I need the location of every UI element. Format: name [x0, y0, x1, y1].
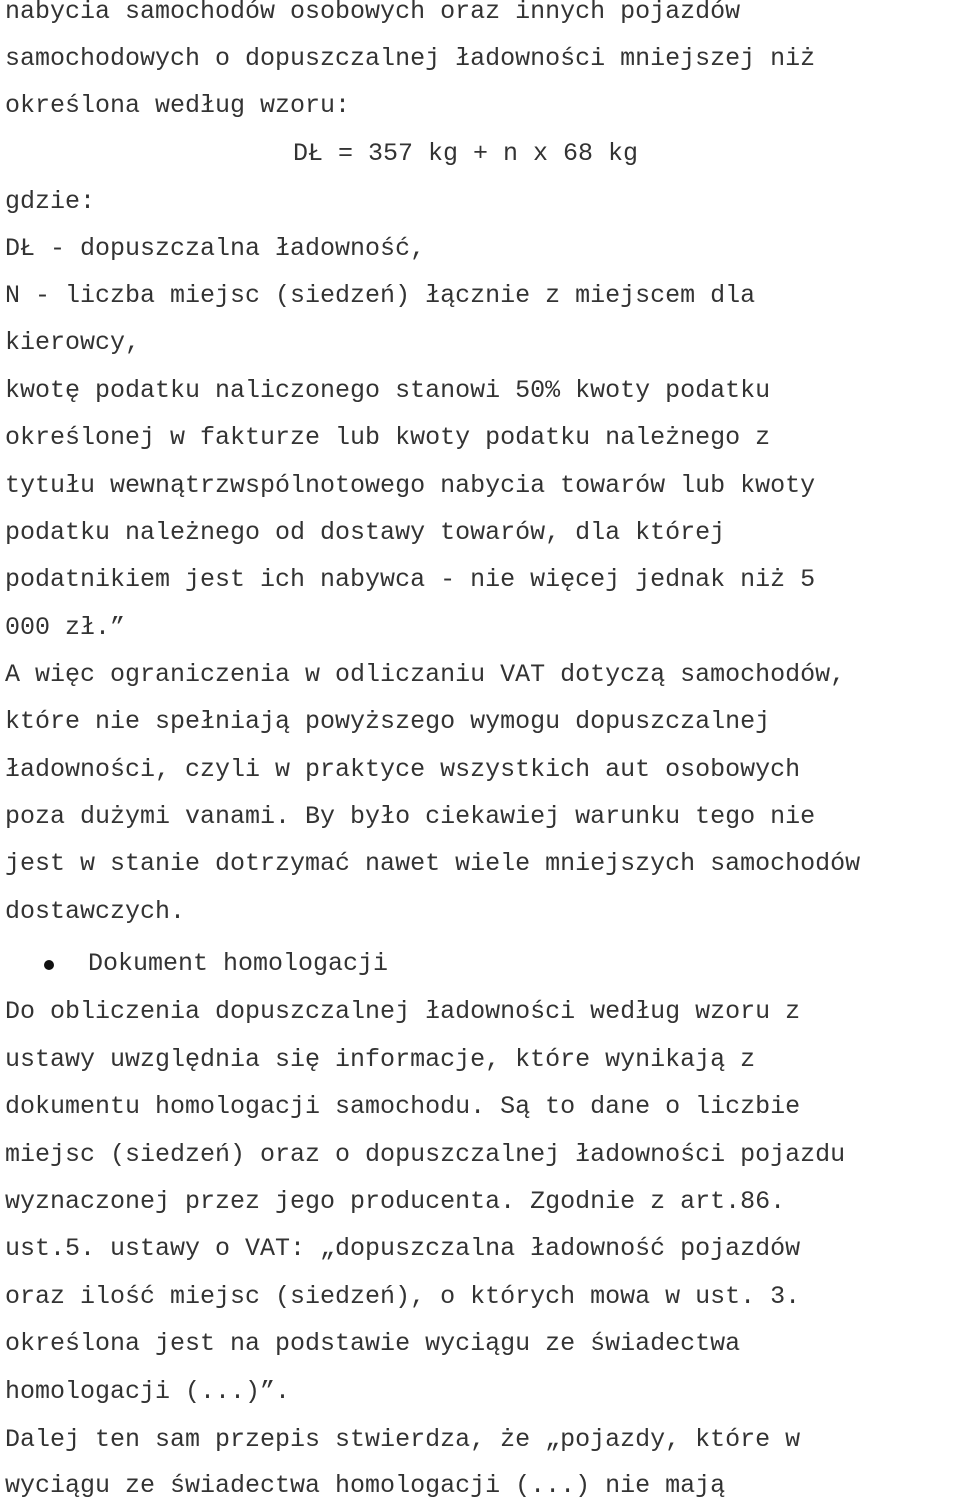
- text-line: Dalej ten sam przepis stwierdza, że „pojazdy, które w: [5, 1425, 801, 1454]
- text-line: kierowcy,: [5, 328, 141, 357]
- text-line: dokumentu homologacji samochodu. Są to dane o liczbie: [5, 1092, 801, 1121]
- text-line: poza dużymi vanami. By było ciekawiej warunku tego nie: [5, 802, 816, 831]
- text-line: oraz ilość miejsc (siedzeń), o których mowa w ust. 3.: [5, 1282, 801, 1311]
- text-line: homologacji (...)”.: [5, 1377, 291, 1406]
- text-line: jest w stanie dotrzymać nawet wiele mniejszych samochodów: [5, 849, 861, 878]
- text-line: dostawczych.: [5, 897, 186, 926]
- text-line: określonej w fakturze lub kwoty podatku należnego z: [5, 423, 771, 452]
- text-line: Do obliczenia dopuszczalnej ładowności według wzoru z: [5, 997, 801, 1026]
- text-line: DŁ - dopuszczalna ładowność,: [5, 234, 426, 263]
- text-line: ust.5. ustawy o VAT: „dopuszczalna ładowność pojazdów: [5, 1234, 801, 1263]
- bullet-item: Dokument homologacji: [88, 949, 389, 978]
- text-line: tytułu wewnątrzwspólnotowego nabycia towarów lub kwoty: [5, 471, 816, 500]
- text-line: określona jest na podstawie wyciągu ze świadectwa: [5, 1329, 741, 1358]
- text-line: określona według wzoru:: [5, 91, 351, 120]
- text-line: wyznaczonej przez jego producenta. Zgodnie z art.86.: [5, 1187, 786, 1216]
- text-line: N - liczba miejsc (siedzeń) łącznie z miejscem dla: [5, 281, 756, 310]
- text-line: wyciągu ze świadectwa homologacji (...) nie mają: [5, 1471, 726, 1500]
- text-line: podatku należnego od dostawy towarów, dla której: [5, 518, 726, 547]
- text-line: miejsc (siedzeń) oraz o dopuszczalnej ładowności pojazdu: [5, 1140, 846, 1169]
- text-line: nabycia samochodów osobowych oraz innych pojazdów: [5, 0, 741, 26]
- text-line: podatnikiem jest ich nabywca - nie więcej jednak niż 5: [5, 565, 816, 594]
- text-line: samochodowych o dopuszczalnej ładowności mniejszej niż: [5, 44, 816, 73]
- text-line: A więc ograniczenia w odliczaniu VAT dotyczą samochodów,: [5, 660, 846, 689]
- text-line: gdzie:: [5, 187, 96, 216]
- bullet-dot-icon: [44, 960, 54, 970]
- text-line: 000 zł.”: [5, 613, 126, 642]
- formula-line: DŁ = 357 kg + n x 68 kg: [293, 139, 639, 168]
- text-line: ładowności, czyli w praktyce wszystkich aut osobowych: [5, 755, 801, 784]
- text-line: kwotę podatku naliczonego stanowi 50% kwoty podatku: [5, 376, 771, 405]
- text-line: które nie spełniają powyższego wymogu dopuszczalnej: [5, 707, 771, 736]
- text-line: ustawy uwzględnia się informacje, które wynikają z: [5, 1045, 756, 1074]
